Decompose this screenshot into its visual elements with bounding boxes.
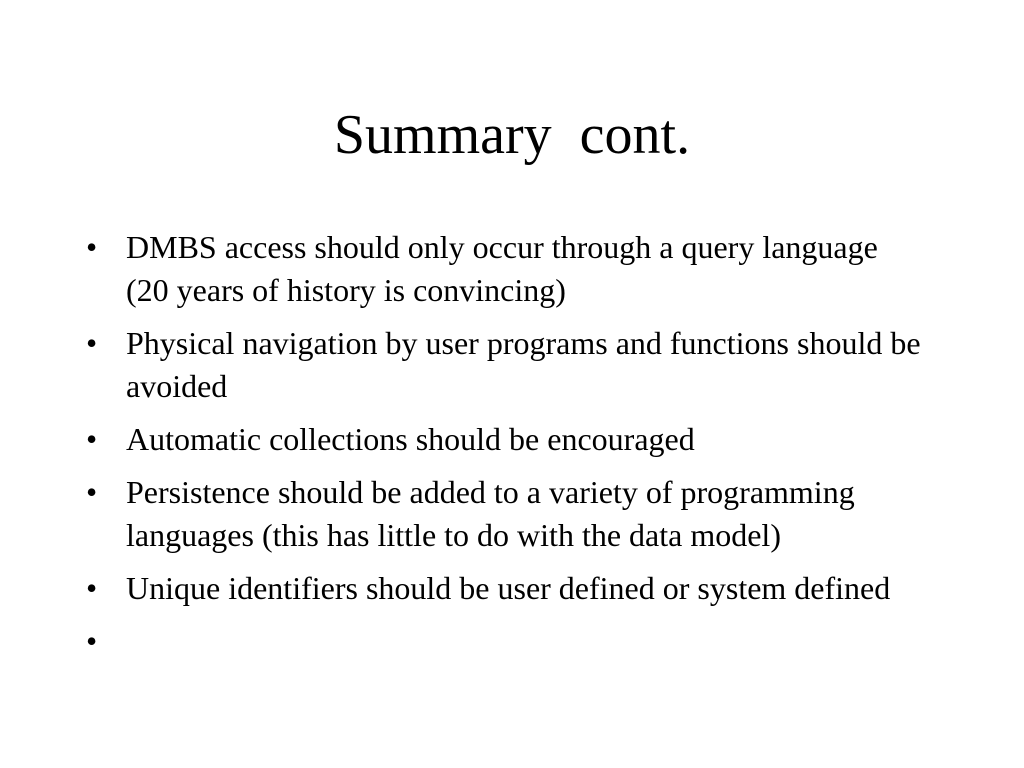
bullet-icon: • [86,570,98,606]
bullet-icon: • [86,421,98,457]
bullet-item [86,418,926,461]
bullet-text: Automatic collections should be encouraged [126,421,695,457]
bullet-item [86,471,926,557]
bullet-item [86,226,926,312]
bullet-item [86,567,926,610]
bullet-text: Persistence should be added to a variety of programming languages (this has little to do with the data model) [126,474,855,553]
bullet-item [86,322,926,408]
bullet-icon: • [86,229,98,265]
bullet-icon: • [86,325,98,361]
bullet-list [86,226,926,673]
bullet-text: DMBS access should only occur through a query language (20 years of history is convincing) [126,229,878,308]
bullet-text [126,620,926,663]
bullet-item-empty [86,620,926,663]
bullet-text: Unique identifiers should be user defined or system defined [126,570,891,606]
bullet-icon: • [86,623,98,659]
bullet-text: Physical navigation by user programs and functions should be avoided [126,325,921,404]
slide-title: Summary cont. [333,104,691,166]
bullet-icon: • [86,474,98,510]
